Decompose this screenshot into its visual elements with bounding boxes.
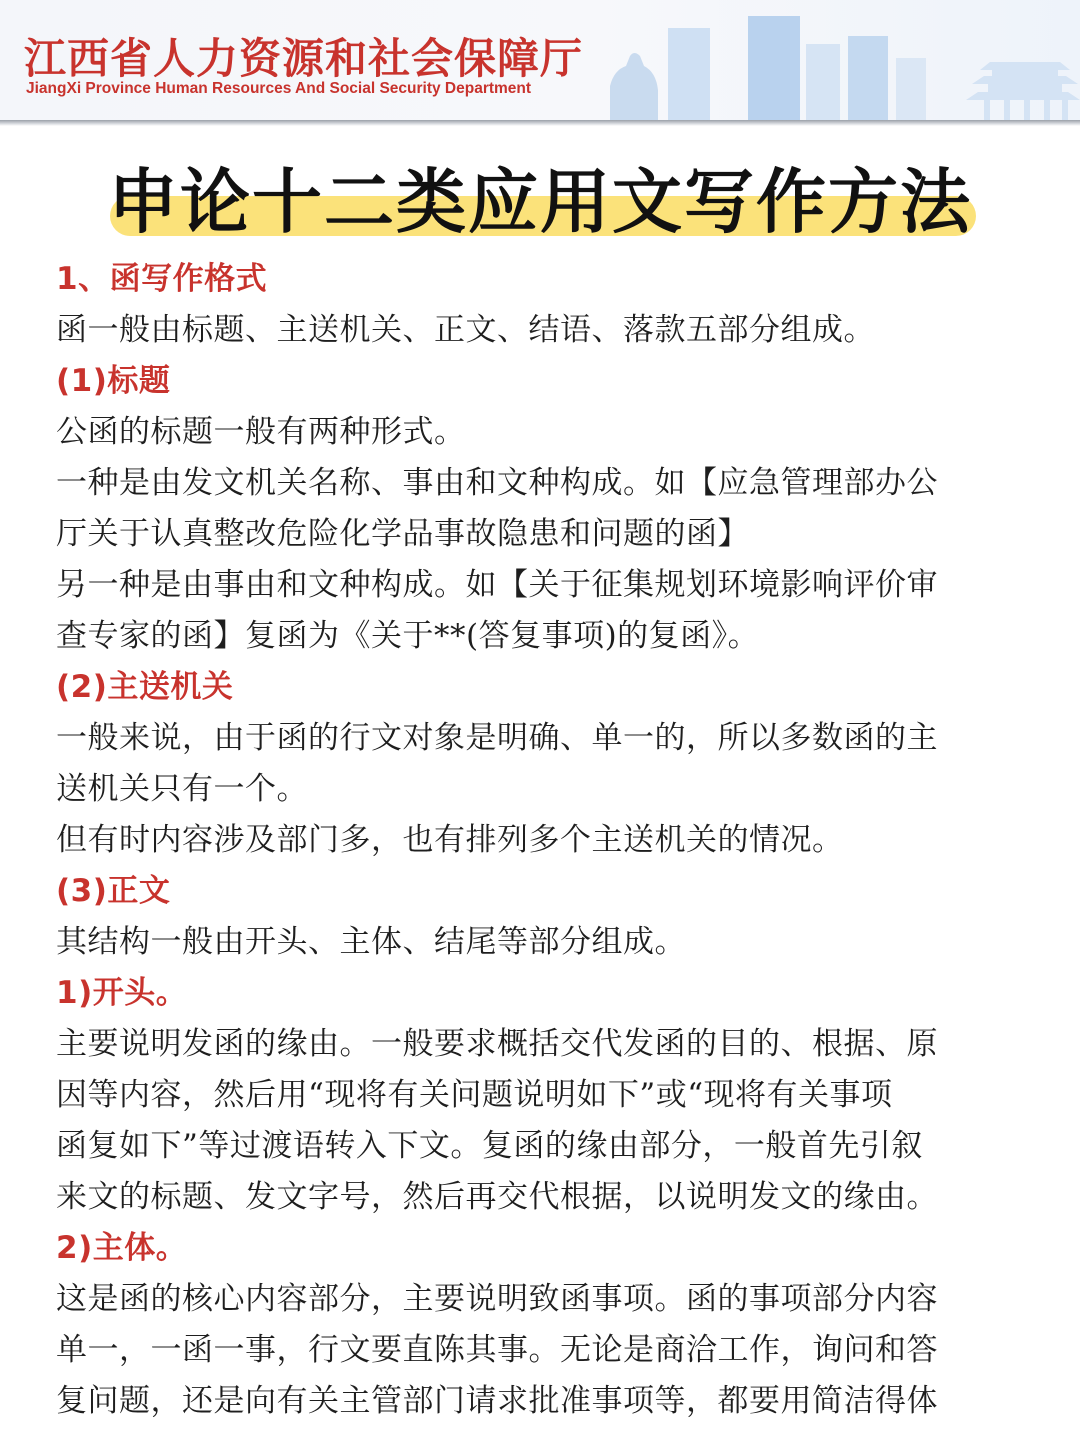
paragraph-line: 送机关只有一个。 [56,771,308,807]
paragraph-line: 厅关于认真整改危险化学品事故隐患和问题的函】 [56,516,749,552]
section-heading: 1)开头。 [56,975,188,1011]
paragraph-line: 一般来说，由于函的行文对象是明确、单一的，所以多数函的主 [56,720,938,756]
paragraph-line: 函复如下”等过渡语转入下文。复函的缘由部分，一般首先引叙 [56,1128,923,1164]
header-divider [0,120,1080,126]
paragraph-line: 公函的标题一般有两种形式。 [56,414,466,450]
paragraph-line: 另一种是由事由和文种构成。如【关于征集规划环境影响评价审 [56,567,938,603]
section-heading: 1、函写作格式 [56,261,268,297]
paragraph-line: 主要说明发函的缘由。一般要求概括交代发函的目的、根据、原 [56,1026,938,1062]
paragraph-line: 单一，一函一事，行文要直陈其事。无论是商洽工作，询问和答 [56,1332,938,1368]
title-block [0,140,1080,250]
city-skyline-illustration [600,0,1080,126]
paragraph-line: 这是函的核心内容部分，主要说明致函事项。函的事项部分内容 [56,1281,938,1317]
header-banner [0,0,1080,126]
paragraph-line: 因等内容，然后用“现将有关问题说明如下”或“现将有关事项 [56,1077,893,1113]
article-body [56,254,1006,1427]
section-heading: (2)主送机关 [56,669,234,705]
section-heading: (3)正文 [56,873,171,909]
paragraph-line: 函一般由标题、主送机关、正文、结语、落款五部分组成。 [56,312,875,348]
section-heading: (1)标题 [56,363,171,399]
paragraph-line: 一种是由发文机关名称、事由和文种构成。如【应急管理部办公 [56,465,938,501]
org-name-cn: 江西省人力资源和社会保障厅 [24,34,584,83]
section-heading: 2)主体。 [56,1230,188,1266]
paragraph-line: 复问题，还是向有关主管部门请求批准事项等，都要用简洁得体 [56,1383,938,1419]
paragraph-line: 但有时内容涉及部门多，也有排列多个主送机关的情况。 [56,822,844,858]
org-name-en: JiangXi Province Human Resources And Social Security Department [26,80,532,97]
paragraph-line: 其结构一般由开头、主体、结尾等部分组成。 [56,924,686,960]
paragraph-line: 来文的标题、发文字号，然后再交代根据，以说明发文的缘由。 [56,1179,938,1215]
paragraph-line: 查专家的函】复函为《关于**(答复事项)的复函》。 [56,618,760,654]
page-title: 申论十二类应用文写作方法 [108,161,972,243]
